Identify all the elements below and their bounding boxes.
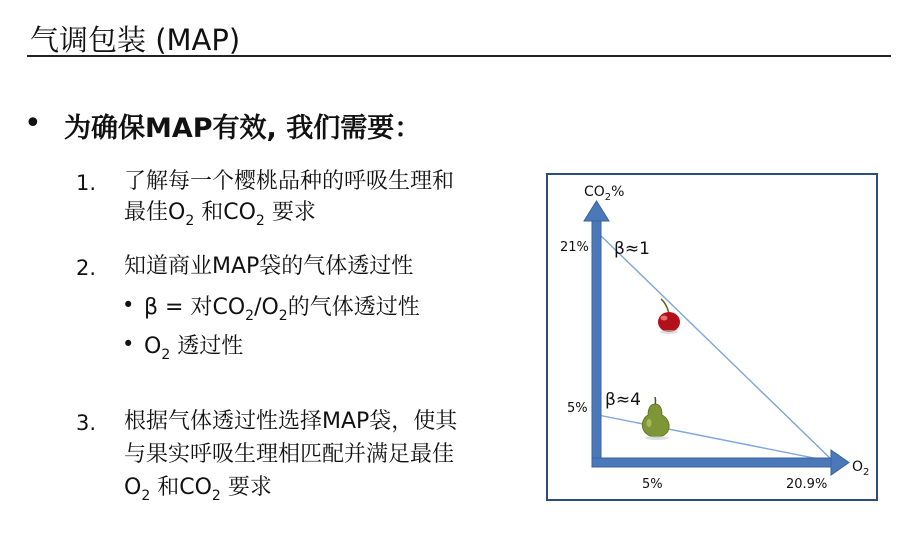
beta-4-line	[598, 415, 834, 462]
beta-1-label: β≈1	[614, 239, 650, 259]
item-3-text-e: 要求	[220, 475, 272, 500]
y-axis-arrowhead	[584, 201, 609, 221]
o2-perm-a: O	[144, 334, 162, 359]
x-axis-arrowhead	[831, 450, 849, 475]
pear-icon	[642, 397, 669, 440]
item-3-line-2: 与果实呼吸生理相匹配并满足最佳	[124, 442, 455, 467]
item-3-text-c: 和CO	[150, 475, 212, 500]
item-1-text-e: 要求	[264, 200, 316, 225]
item-3-number: 3.	[76, 411, 97, 435]
y-tick-5: 5%	[567, 401, 588, 416]
beta-4-label: β≈4	[605, 390, 641, 410]
beta-def-c: /O	[254, 295, 279, 320]
item-1-sub-o2: 2	[185, 213, 195, 229]
item-2-sub-1-text	[144, 290, 420, 324]
item-3-sub-co2: 2	[211, 488, 221, 504]
item-3-line-3	[124, 472, 272, 512]
main-bullet: •	[24, 106, 42, 141]
item-3-text-a: O	[124, 475, 142, 500]
item-2-sub-2-text	[144, 329, 243, 363]
map-diagram	[546, 173, 878, 501]
cherry-icon	[658, 299, 680, 334]
x-tick-5: 5%	[642, 477, 663, 492]
x-axis-label: $O_2$	[852, 459, 870, 478]
map-diagram-svg	[548, 175, 876, 499]
y-tick-21: 21%	[560, 240, 589, 255]
item-3-line-1: 根据气体透过性选择MAP袋，使其	[124, 409, 458, 434]
page-title: 气调包装 (MAP)	[30, 23, 241, 57]
beta-def-a: β = 对CO	[144, 295, 246, 320]
item-1-line-1: 了解每一个樱桃品种的呼吸生理和	[124, 169, 455, 194]
item-1-text-a: 最佳O	[124, 200, 186, 225]
beta-def-sub-co2: 2	[245, 308, 255, 324]
title-underline	[27, 55, 891, 57]
item-1-line-2	[124, 197, 316, 237]
beta-def-e: 的气体透过性	[287, 295, 420, 320]
beta-1-line	[598, 233, 834, 462]
o2-perm-c: 透过性	[170, 334, 244, 359]
item-1-text-c: 和CO	[194, 200, 256, 225]
item-2-number: 2.	[76, 256, 97, 280]
y-axis-label: $CO_2\%$	[584, 184, 625, 203]
y-axis	[592, 219, 601, 467]
x-axis	[592, 458, 834, 467]
item-1-sub-co2: 2	[255, 213, 265, 229]
section-heading: 为确保MAP有效, 我们需要：	[64, 113, 422, 144]
item-2-line-1: 知道商业MAP袋的气体透过性	[124, 254, 414, 279]
item-2-sub-1-bullet: •	[122, 293, 135, 317]
o2-perm-sub: 2	[161, 347, 171, 363]
item-3-sub-o2: 2	[141, 488, 151, 504]
beta-def-sub-o2: 2	[278, 308, 288, 324]
x-tick-20-9: 20.9%	[786, 477, 828, 492]
item-2-sub-2-bullet: •	[122, 332, 135, 356]
item-1-number: 1.	[76, 171, 97, 195]
